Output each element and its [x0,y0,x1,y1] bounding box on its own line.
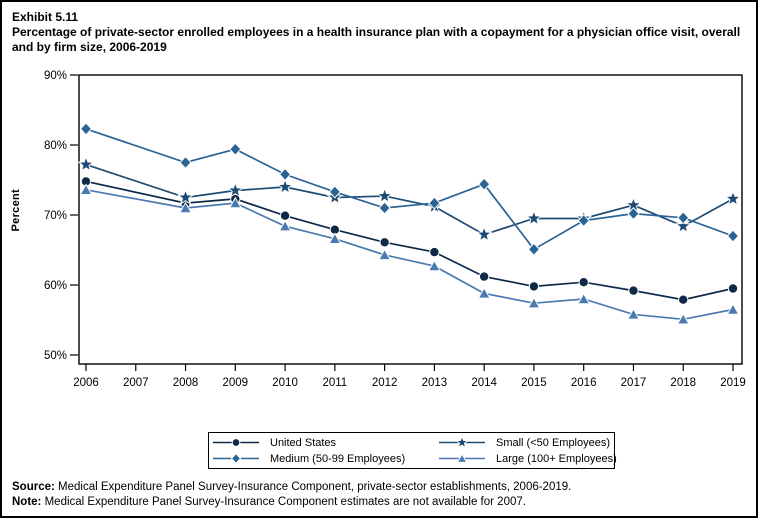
exhibit-title: Percentage of private-sector enrolled employees in a health insurance plan with a copayment for a physician office visit, overall and by firm size, 2006-2019 [12,25,741,54]
x-tick-label: 2006 [73,377,99,389]
legend-grid [213,435,617,466]
x-tick-label: 2018 [670,377,697,389]
series-small-50-employees [79,157,740,241]
y-axis-title: Percent [10,189,22,232]
x-tick-label: 2015 [521,377,547,389]
y-axis [44,70,78,362]
y-tick-label: 80% [43,140,67,152]
note-text: Medical Expenditure Panel Survey-Insurance Component estimates are not available for 2007. [44,496,526,508]
x-tick-label: 2013 [421,377,448,389]
x-tick-label: 2012 [371,377,398,389]
x-tick-label: 2011 [322,377,348,389]
note-label: Note: [12,496,42,508]
x-tick-label: 2014 [471,377,497,389]
legend-label: Medium (50-99 Employees) [270,452,406,465]
exhibit-number: Exhibit 5.11 [12,10,79,24]
x-tick-label: 2019 [720,377,746,389]
legend-label: Small (<50 Employees) [496,436,611,449]
series-medium-50-99-employees [81,123,739,255]
triangle-legend-marker-icon [439,451,485,466]
legend-item-small-50-employees [439,435,617,450]
x-axis [73,364,746,389]
x-tick-label: 2007 [122,377,149,389]
source-label: Source: [12,481,55,493]
line-chart-canvas [2,64,758,404]
x-tick-label: 2016 [570,377,597,389]
x-tick-label: 2008 [172,377,199,389]
y-tick-label: 60% [43,280,67,292]
source-text: Medical Expenditure Panel Survey-Insurance Component, private-sector establishments, 2006-2019. [58,481,572,493]
legend-label: United States [270,436,337,449]
y-tick-label: 90% [43,70,67,82]
x-tick-label: 2009 [222,377,249,389]
source-note [12,480,752,495]
chart [2,64,758,404]
title-block [12,10,754,55]
legend-label: Large (100+ Employees) [496,452,617,465]
legend-item-large-100-employees [439,451,617,466]
footer [12,480,752,510]
star-legend-marker-icon [439,435,485,450]
legend-item-united-states [213,435,439,450]
plot-frame [79,75,742,364]
availability-note [12,495,752,510]
x-tick-label: 2017 [620,377,647,389]
legend-item-medium-50-99-employees [213,451,439,466]
y-tick-label: 50% [43,350,67,362]
circle-legend-marker-icon [213,435,259,450]
y-tick-label: 70% [43,210,67,222]
x-tick-label: 2010 [272,377,298,389]
diamond-legend-marker-icon [213,451,259,466]
legend [208,432,615,469]
